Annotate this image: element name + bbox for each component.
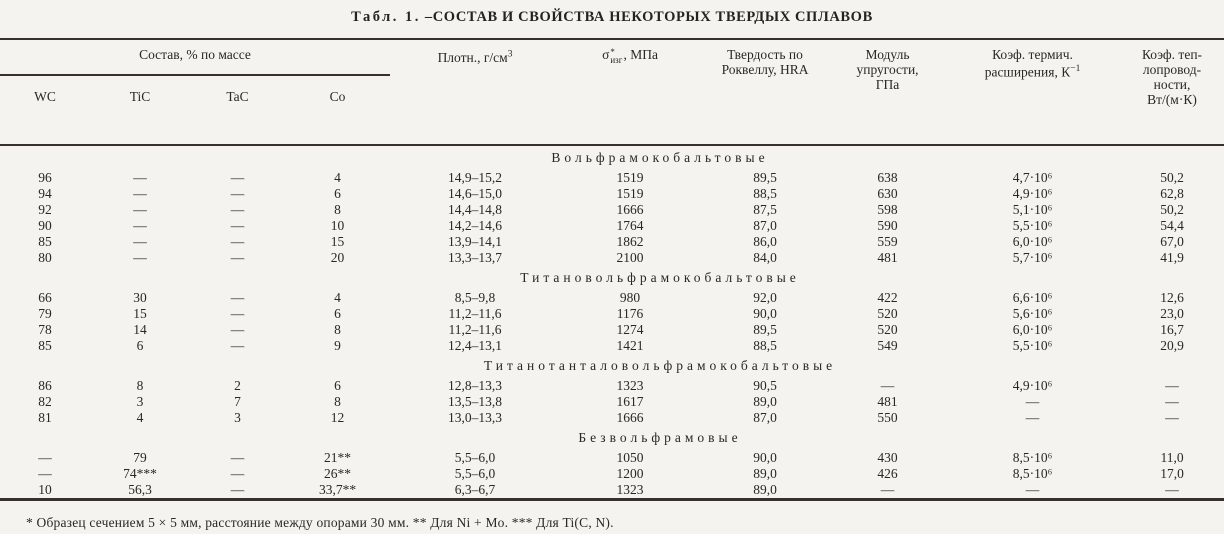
table-number: Табл. 1. [351,9,421,25]
cell: 6 [334,306,341,321]
cell: 4 [136,410,144,425]
cell: — [1025,394,1040,409]
cell: 50,2 [1160,170,1184,185]
table-row [0,338,1224,354]
cell: 1666 [616,202,644,217]
cell: — [880,378,895,393]
cell: 590 [877,218,898,233]
cell: — [1165,410,1179,425]
column-header-hardness: Твердость по Роквеллу, HRA [700,39,830,145]
cell: 1617 [616,394,644,409]
cell: — [230,306,245,321]
cell: — [133,170,147,185]
column-header-elastic-modulus: Модуль упругости, ГПа [830,39,945,145]
cell: 520 [877,322,898,337]
column-header-tac: TaC [190,75,285,145]
cell: — [1025,410,1040,425]
cell: 520 [877,306,898,321]
column-header-bending-strength: σ * изг , МПа [560,39,700,145]
cell: 1421 [616,338,644,353]
cell: 14,6–15,0 [448,186,503,201]
cell: 82 [38,394,52,409]
table-row [0,218,1224,234]
cell: 6 [136,338,144,353]
cell: 422 [877,290,898,305]
cell: 11,2–11,6 [448,322,502,337]
cell: 15 [133,306,147,321]
cell: 8,5·10⁶ [1012,450,1053,465]
section-heading: Безвольфрамовые [578,430,742,445]
cell: 426 [877,466,898,481]
cell: 549 [877,338,898,353]
cell: — [133,186,147,201]
cell: 90,0 [753,450,777,465]
cell: 33,7** [318,482,357,497]
cell: 4 [334,290,341,305]
cell: 8 [136,378,144,393]
cell: 26** [324,466,351,481]
cell: — [230,482,245,497]
cell: 630 [877,186,898,201]
cell: 78 [38,322,52,337]
cell: 87,0 [753,218,777,233]
cell: — [230,466,245,481]
cell: 13,5–13,8 [448,394,503,409]
cell: 5,5·10⁶ [1012,218,1053,233]
table-row [0,202,1224,218]
cell: 638 [877,170,898,185]
cell: 10 [330,218,345,233]
cell: 20 [330,250,345,265]
cell: 88,5 [753,338,777,353]
table-row [0,450,1224,466]
cell: 8 [334,322,341,337]
cell: 14 [133,322,147,337]
cell: — [133,218,147,233]
cell: 2100 [616,250,644,265]
cell: — [133,202,147,217]
cell: 481 [877,394,898,409]
cell: 550 [877,410,898,425]
cell: — [880,482,895,497]
cell: 79 [38,306,52,321]
cell: — [38,466,52,481]
table-row [0,378,1224,394]
section-heading-row [0,145,1224,170]
table-title-text: –СОСТАВ И СВОЙСТВА НЕКОТОРЫХ ТВЕРДЫХ СПЛАВОВ [424,9,873,25]
alloys-table [0,38,1224,501]
cell: 90 [38,218,52,233]
section-heading: Вольфрамокобальтовые [551,150,769,165]
cell: 89,0 [753,482,777,497]
cell: 56,3 [128,482,152,497]
cell: 17,0 [1160,466,1184,481]
column-header-density: Плотн., $г/см^3$ [390,39,560,145]
cell: — [1165,378,1179,393]
cell: 92,0 [753,290,777,305]
cell: 89,5 [753,170,777,185]
cell: 598 [877,202,898,217]
cell: 23,0 [1160,306,1184,321]
cell: 84,0 [753,250,777,265]
column-header-tic: TiC [90,75,190,145]
table-row [0,234,1224,250]
cell: 89,5 [753,322,777,337]
cell: 1274 [616,322,644,337]
cell: 1323 [616,378,644,393]
cell: 79 [133,450,147,465]
table-row [0,394,1224,410]
cell: 1176 [616,306,644,321]
cell: 1862 [616,234,644,249]
cell: — [230,250,245,265]
cell: 54,4 [1160,218,1184,233]
cell: 50,2 [1160,202,1184,217]
cell: 559 [877,234,898,249]
cell: 6,3–6,7 [454,482,496,497]
cell: 1666 [616,410,644,425]
cell: 16,7 [1160,322,1184,337]
cell: 94 [38,186,52,201]
cell: 89,0 [753,466,777,481]
cell: 12,8–13,3 [448,378,503,393]
table-row [0,250,1224,266]
cell: 30 [133,290,147,305]
cell: 87,0 [753,410,777,425]
cell: 96 [38,170,52,185]
section-heading: Титановольфрамокобальтовые [520,270,800,285]
cell: — [38,450,52,465]
cell: — [230,218,245,233]
table-row [0,170,1224,186]
cell: 86,0 [753,234,777,249]
table-body [0,145,1224,500]
cell: 2 [234,378,241,393]
cell: 85 [38,338,52,353]
cell: — [230,290,245,305]
cell: 3 [136,394,144,409]
cell: 9 [334,338,341,353]
cell: 81 [38,410,52,425]
cell: — [230,338,245,353]
cell: 5,5·10⁶ [1012,338,1053,353]
section-heading-row [0,426,1224,450]
cell: 85 [38,234,52,249]
cell: 92 [38,202,52,217]
cell: 87,5 [753,202,777,217]
cell: 67,0 [1160,234,1184,249]
cell: — [133,250,147,265]
cell: — [230,450,245,465]
cell: 14,4–14,8 [448,202,503,217]
column-header-thermal-expansion: Коэф. термич. расширения, $К^{-1}$ [945,39,1120,145]
section-heading-row [0,266,1224,290]
cell: 80 [38,250,52,265]
cell: 5,1·10⁶ [1012,202,1053,217]
cell: — [230,186,245,201]
cell: 1764 [616,218,644,233]
cell: 1200 [616,466,644,481]
cell: 5,7·10⁶ [1012,250,1053,265]
cell: 11,2–11,6 [448,306,502,321]
cell: 6,0·10⁶ [1012,234,1053,249]
cell: — [230,234,245,249]
column-header-co: Co [285,75,390,145]
cell: 430 [877,450,898,465]
table-row [0,290,1224,306]
cell: 90,0 [753,306,777,321]
cell: 13,0–13,3 [448,410,503,425]
cell: 1050 [616,450,644,465]
cell: — [1165,482,1179,497]
cell: 3 [234,410,241,425]
section-heading-row [0,354,1224,378]
table-footnote: * Образец сечением 5 × 5 мм, расстояние между опорами 30 мм. ** Для Ni + Mo. *** Для Ti(C, N). [26,515,614,530]
cell: — [1025,482,1040,497]
cell: 12 [330,410,345,425]
cell: 13,9–14,1 [448,234,503,249]
cell: 12,4–13,1 [448,338,503,353]
cell: 6 [334,186,341,201]
cell: 86 [38,378,52,393]
cell: 1323 [616,482,644,497]
cell: 6,6·10⁶ [1012,290,1053,305]
cell: 14,2–14,6 [448,218,503,233]
cell: 7 [234,394,241,409]
cell: 21** [324,450,351,465]
table-title [0,0,1224,38]
cell: 4,9·10⁶ [1012,186,1053,201]
cell: 88,5 [753,186,777,201]
cell: 90,5 [753,378,777,393]
cell: 13,3–13,7 [448,250,503,265]
cell: 4,7·10⁶ [1012,170,1053,185]
cell: — [1165,394,1179,409]
cell: 89,0 [753,394,777,409]
cell: 14,9–15,2 [448,170,503,185]
cell: 74*** [123,466,157,481]
cell: — [230,170,245,185]
table-row [0,482,1224,500]
table-row [0,322,1224,338]
cell: — [133,234,147,249]
cell: 4 [334,170,341,185]
cell: 15 [330,234,345,249]
cell: 481 [877,250,898,265]
cell: 8,5–9,8 [454,290,496,305]
table-row [0,466,1224,482]
cell: 6 [334,378,341,393]
cell: 8 [334,394,341,409]
table-row [0,186,1224,202]
column-group-composition: Состав, % по массе [0,39,390,75]
cell: 4,9·10⁶ [1012,378,1053,393]
cell: 41,9 [1160,250,1184,265]
cell: 1519 [616,170,644,185]
cell: 8,5·10⁶ [1012,466,1053,481]
table-row [0,306,1224,322]
cell: 5,5–6,0 [454,450,496,465]
cell: — [230,202,245,217]
cell: 20,9 [1160,338,1184,353]
column-header-thermal-conductivity: Коэф. теп- лопровод- ности, Вт/(м·К) [1120,39,1224,145]
cell: 8 [334,202,341,217]
cell: 12,6 [1160,290,1184,305]
cell: 10 [38,482,52,497]
column-header-wc: WC [0,75,90,145]
section-heading: Титанотанталовольфрамокобальтовые [483,358,837,373]
cell: 5,5–6,0 [454,466,496,481]
table-row [0,410,1224,426]
cell: 66 [38,290,52,305]
cell: 980 [619,290,641,305]
cell: 5,6·10⁶ [1012,306,1053,321]
cell: 1519 [616,186,644,201]
cell: — [230,322,245,337]
cell: 11,0 [1160,450,1184,465]
cell: 6,0·10⁶ [1012,322,1053,337]
cell: 62,8 [1160,186,1184,201]
